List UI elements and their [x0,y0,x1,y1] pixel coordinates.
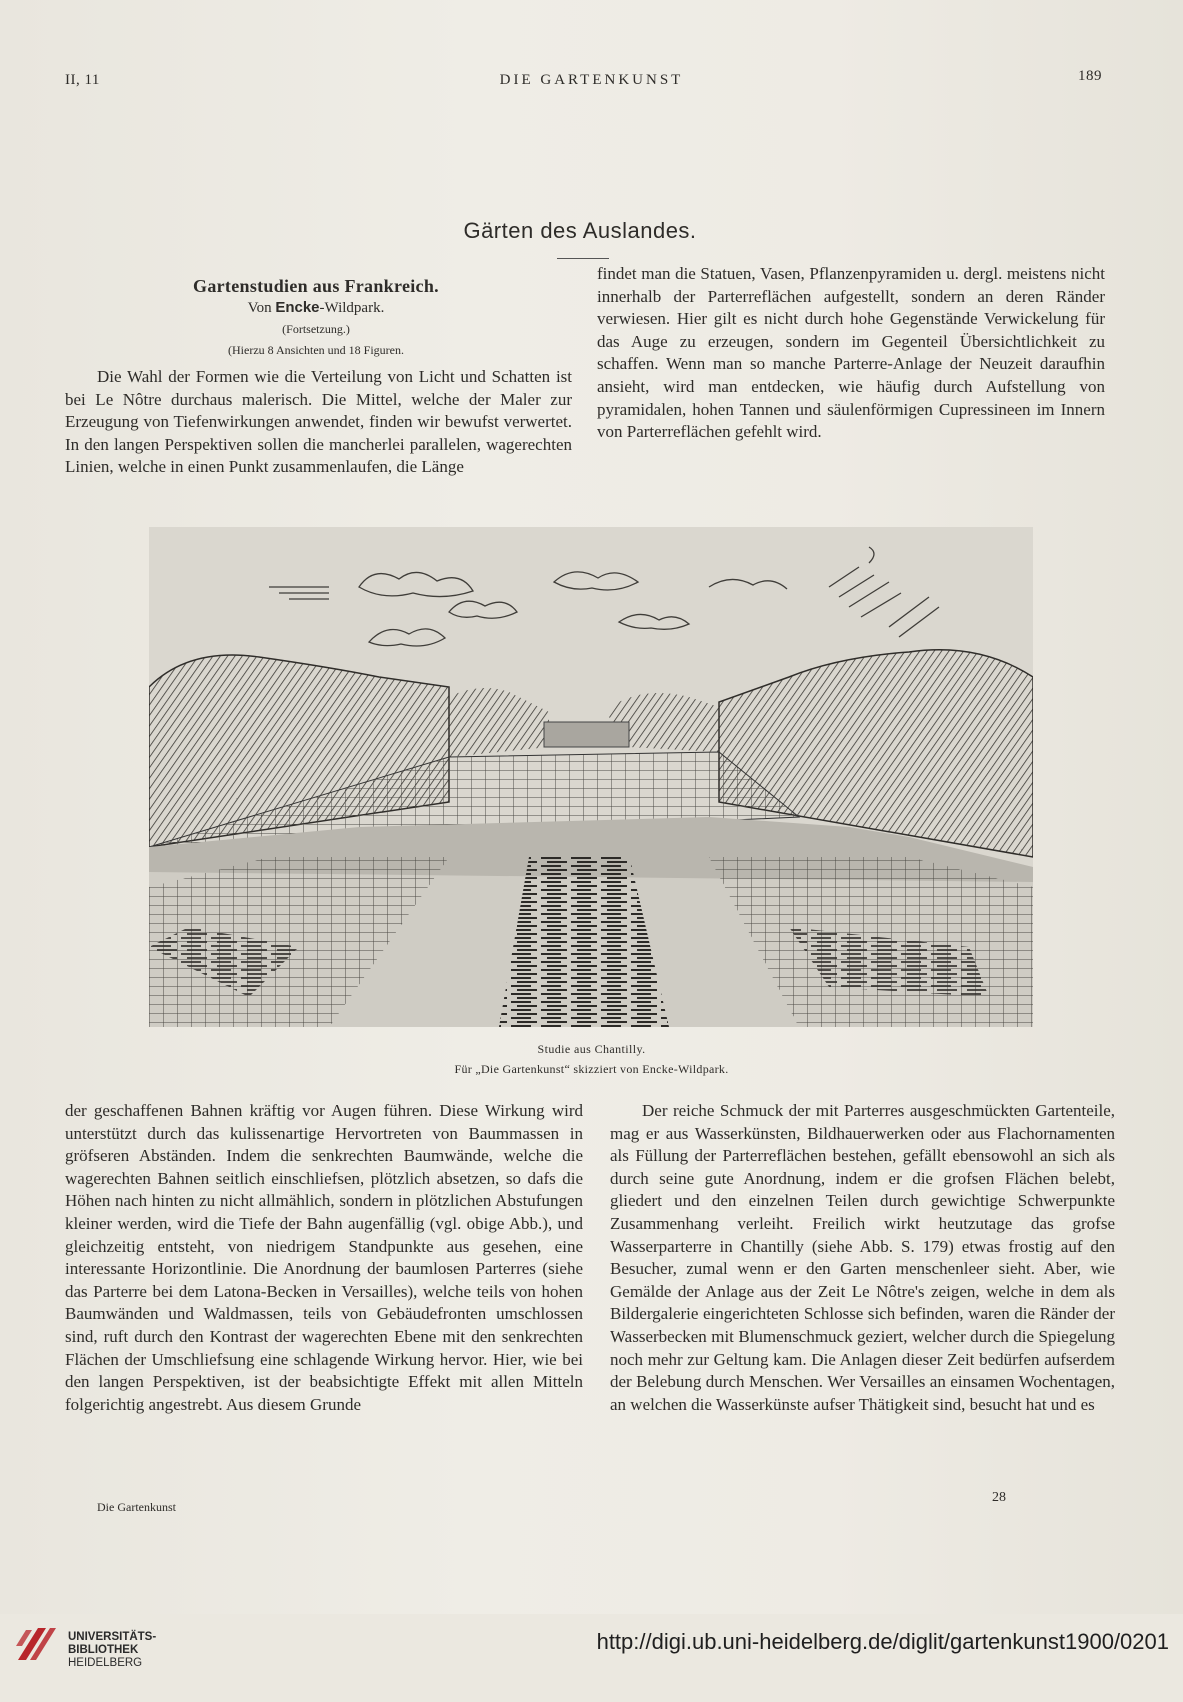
running-title: DIE GARTENKUNST [499,72,684,88]
paragraph: Die Wahl der Formen wie die Verteilung von Licht und Schatten ist bei Le Nôtre durchaus malerisch. Die Mittel, welche der Maler zur Erzeugung von Tiefenwirkungen anwendet, finden wir bewufst verwertet. In den langen Perspektiven sollen die mancherlei parallelen, wagerechten Linien, welche in einen Punkt zusammenlaufen, die Länge [65,367,572,477]
byline-suffix: -Wildpark. [319,300,385,316]
digital-copy-url[interactable]: http://digi.ub.uni-heidelberg.de/diglit/gartenkunst1900/0201 [596,1629,1169,1654]
continuation-note: (Fortsetzung.) [282,322,350,336]
article-byline [65,299,567,317]
library-name-line1: UNIVERSITÄTS- [68,1631,157,1643]
article-title: Gartenstudien aus Frankreich. [193,276,439,296]
paragraph: findet man die Statuen, Vasen, Pflanzenpyramiden u. dergl. meistens nicht innerhalb der Parterreflächen aufgestellt, sondern an deren Ränder verwiesen. Hier gilt es nicht durch hohe Gegenstände Verwickelung für das Auge zu erzeugen, sondern im Gegenteil Übersichtlichkeit zu schaffen. Wenn man so manche Parterre-Anlage der Neuzeit daraufhin ansieht, wird man entdecken, wie häufig durch Aufstellung von pyramidalen, hohen Tannen und säulenförmigen Cupressineen im Innern von Parterreflächen gefehlt wird. [597,264,1105,442]
chantilly-sketch-figure [149,527,1033,1027]
figure-caption-title: Studie aus Chantilly. [537,1042,646,1056]
page-number: 189 [1078,68,1102,84]
byline-prefix: Von [247,300,276,316]
sheet-signature: 28 [992,1490,1006,1505]
paragraph: der geschaffenen Bahnen kräftig vor Augen führen. Diese Wirkung wird unterstützt durch das kulissenartige Hervortreten von Baummassen in gröfseren Abständen. Indem die senkrechten Baumwände, welche die wagerechten Bahnen seitlich einschliefsen, plötzlich absetzen, so dafs die Höhen nach hinten zu nicht allmählich, sondern in plötzlichen Abstufungen kleiner werden, wird die Tiefe der Bahn augenfällig (vgl. obige Abb.), und gleichzeitig entsteht, von niedrigem Standpunkte aus gesehen, eine interessante Horizontlinie. Die Anordnung der baumlosen Parterres (siehe das Parterre bei dem Latona-Becken in Versailles), welche teils von hohen Baumwänden und Waldmassen, teils von Gebäudefronten umschlossen sind, ruft durch den Kontrast der wagerechten Ebene mit den senkrechten Flächen der Umschliefsung eine schlagende Wirkung hervor. Hier, wie bei den langen Perspektiven, ist der beabsichtigte Effekt mit allen Mitteln folgerichtig angestrebt. Aus diesem Grunde [65,1101,583,1414]
library-name-line2: BIBLIOTHEK [68,1644,139,1656]
library-name [68,1631,156,1670]
figure-caption-credit: Für „Die Gartenkunst“ skizziert von Encke-Wildpark. [454,1062,729,1076]
illustrations-note: (Hierzu 8 Ansichten und 18 Figuren. [228,343,404,357]
volume-number: II, 11 [65,72,100,88]
title-divider [557,258,609,259]
text-column-right-bottom [610,1100,1115,1416]
garden-perspective-sketch [149,527,1033,1027]
section-title: Gärten des Auslandes. [463,218,697,243]
paragraph: Der reiche Schmuck der mit Parterres ausgeschmückten Gartenteile, mag er aus Wasserkünsten, Bildhauerwerken oder aus Flachornamenten als Füllung der Parterreflächen bestehen, gefällt ebensowohl an sich als durch seine gute Anordnung, indem er die grofsen Flächen belebt, gliedert und den einzelnen Teilen durch gewichtige Schwerpunkte Zusammenhang verleiht. Freilich wirkt heutzutage das grofse Wasserparterre in Chantilly (siehe Abb. S. 179) etwas frostig auf den Besucher, zumal wenn er den Garten menschenleer sieht. Aber, wie Gemälde der Anlage aus der Zeit Le Nôtre's zeigen, welche in dem als Bildergalerie eingerichteten Schlosse sich befinden, waren die Ränder der Wasserbecken mit Blumenschmuck geziert, welcher durch die Spiegelung noch mehr zur Geltung kam. Die Anlagen dieser Zeit bedürfen aufserdem der Belebung durch Menschen. Wer Versailles an einsamen Wochentagen, an welchen die Wasserkünste aufser Thätigkeit sind, besucht hat und es [610,1101,1115,1414]
text-column-right-top [597,263,1105,444]
text-column-left-top [65,366,572,479]
library-name-line3: HEIDELBERG [68,1657,143,1669]
author-name: Encke [275,299,320,316]
text-column-left-bottom [65,1100,583,1416]
journal-footer: Die Gartenkunst [97,1500,176,1514]
university-library-logo-icon [12,1620,60,1668]
